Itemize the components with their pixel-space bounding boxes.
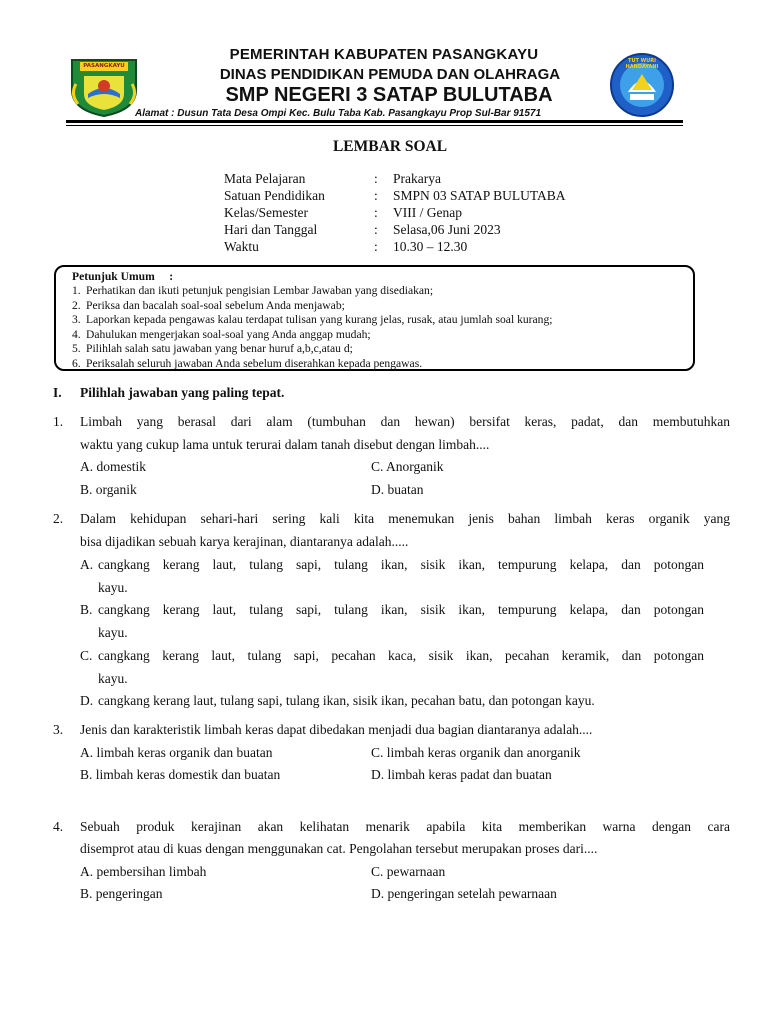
question-text-line: disemprot atau di kuas dengan menggunakan cat. Pengolahan tersebut merupakan proses dari.... [80,841,598,856]
option-text-continued: kayu. [98,671,128,686]
question-text-line: Jenis dan karakteristik limbah keras dapat dibedakan menjadi dua bagian diantaranya adalah.... [80,722,593,737]
instruction-text: Laporkan kepada pengawas kalau terdapat tulisan yang kurang jelas, rusak, atau jumlah soal kurang; [86,313,553,327]
info-colon: : [374,188,378,203]
instruction-item: 6. Periksalah seluruh jawaban Anda sebelum diserahkan kepada pengawas. [72,356,423,370]
option-a[interactable]: A. domestik [80,459,146,474]
sheet-title: LEMBAR SOAL [332,138,448,155]
instruction-text: Pilihlah salah satu jawaban yang benar huruf a,b,c,atau d; [86,342,353,356]
instruction-item: 5. Pilihlah salah satu jawaban yang benar huruf a,b,c,atau d; [72,342,353,356]
info-colon: : [374,171,378,186]
option-a[interactable]: A. pembersihan limbah [80,864,207,879]
left-logo-text: PASANGKAYU [83,63,125,69]
info-row-subject [224,171,566,188]
option-text-continued: kayu. [98,625,128,640]
option-c[interactable]: C. limbah keras organik dan anorganik [371,745,581,760]
info-colon: : [374,222,378,237]
option-letter: A. [80,557,94,572]
option-text: cangkang kerang laut, tulang sapi, tulang ikan, sisik ikan, tempurung kelapa, dan potongan [98,557,704,572]
option-c[interactable] [80,648,730,664]
info-value: 10.30 – 12.30 [393,239,468,254]
option-text: cangkang kerang laut, tulang sapi, tulang ikan, sisik ikan, tempurung kelapa, dan potongan [98,602,704,617]
info-label: Waktu [224,239,259,254]
info-label: Mata Pelajaran [224,171,306,186]
option-letter: D. [80,693,94,708]
option-d[interactable]: D. pengeringan setelah pewarnaan [371,886,557,901]
exam-info [224,171,566,256]
info-row-class [224,205,566,222]
instruction-item: 2. Periksa dan bacalah soal-soal sebelum Anda menjawab; [72,298,345,312]
option-d[interactable]: D. buatan [371,482,424,497]
instruction-text: Perhatikan dan ikuti petunjuk pengisian Lembar Jawaban yang disediakan; [86,284,434,297]
option-b[interactable]: B. limbah keras domestik dan buatan [80,767,281,782]
option-b[interactable]: B. organik [80,482,137,497]
option-a[interactable] [80,557,730,573]
letterhead-rule-thin [66,125,683,126]
option-text: cangkang kerang laut, tulang sapi, tulang ikan, sisik ikan, pecahan batu, dan potongan kayu. [98,693,595,708]
section-heading [53,385,284,401]
general-instructions-box [54,265,695,371]
letterhead-rule-thick [66,120,683,123]
option-c[interactable]: C. Anorganik [371,459,444,474]
info-row-time [224,239,566,256]
question-number: 1. [53,414,64,429]
info-row-date [224,222,566,239]
info-label: Satuan Pendidikan [224,188,325,203]
option-d[interactable]: D. limbah keras padat dan buatan [371,767,552,782]
info-colon: : [374,239,378,254]
info-value: Selasa,06 Juni 2023 [393,222,501,237]
right-logo-text: TUT WURI HANDAYANI [625,58,659,70]
instruction-text: Periksalah seluruh jawaban Anda sebelum diserahkan kepada pengawas. [86,356,423,370]
option-d[interactable] [80,693,595,709]
instruction-text: Dahulukan mengerjakan soal-soal yang Anda anggap mudah; [86,327,371,341]
info-colon: : [374,205,378,220]
question-number: 2. [53,511,64,526]
letterhead-department: DINAS PENDIDIKAN PEMUDA DAN OLAHRAGA [219,66,561,83]
option-text-continued: kayu. [98,580,128,595]
info-label: Hari dan Tanggal [224,222,318,237]
letterhead-address: Alamat : Dusun Tata Desa Ompi Kec. Bulu Taba Kab. Pasangkayu Prop Sul-Bar 91571 [135,108,542,119]
letterhead-government: PEMERINTAH KABUPATEN PASANGKAYU [229,46,539,63]
info-label: Kelas/Semester [224,205,308,220]
letterhead-school-name: SMP NEGERI 3 SATAP BULUTABA [225,84,553,106]
instruction-item: 3. Laporkan kepada pengawas kalau terdapat tulisan yang kurang jelas, rusak, atau jumlah soal kurang; [72,313,553,327]
option-b[interactable] [80,602,730,618]
question-text-line: bisa dijadikan sebuah karya kerajinan, diantaranya adalah..... [80,534,409,549]
info-row-school [224,188,566,205]
section-title: Pilihlah jawaban yang paling tepat. [80,385,285,400]
instructions-list [72,284,552,372]
option-text: cangkang kerang laut, tulang sapi, pecahan kaca, sisik ikan, pecahan keramik, dan potongan [98,648,704,663]
instruction-item: 4. Dahulukan mengerjakan soal-soal yang Anda anggap mudah; [72,327,371,341]
info-value: VIII / Genap [393,205,462,220]
question-number: 3. [53,722,64,737]
question-number: 4. [53,819,64,834]
question-text-line: Limbah yang berasal dari alam (tumbuhan dan hewan) bersifat keras, padat, dan membutuhkan [80,414,730,429]
instruction-text: Periksa dan bacalah soal-soal sebelum Anda menjawab; [86,298,345,312]
instruction-item: 1. Perhatikan dan ikuti petunjuk pengisian Lembar Jawaban yang disediakan; [72,284,434,297]
option-letter: C. [80,648,93,663]
question-text-line: waktu yang cukup lama untuk terurai dalam tanah disebut dengan limbah.... [80,437,490,452]
section-number: I. [53,385,62,400]
question-text-line: Dalam kehidupan sehari-hari sering kali kita menemukan jenis bahan limbah keras organik yang [80,511,730,526]
option-letter: B. [80,602,93,617]
info-value: SMPN 03 SATAP BULUTABA [393,188,566,203]
option-a[interactable]: A. limbah keras organik dan buatan [80,745,273,760]
option-c[interactable]: C. pewarnaan [371,864,446,879]
info-value: Prakarya [393,171,441,186]
question-text-line: Sebuah produk kerajinan akan kelihatan menarik apabila kita memberikan warna dengan cara [80,819,730,834]
option-b[interactable]: B. pengeringan [80,886,163,901]
instructions-heading: Petunjuk Umum : [72,270,174,283]
